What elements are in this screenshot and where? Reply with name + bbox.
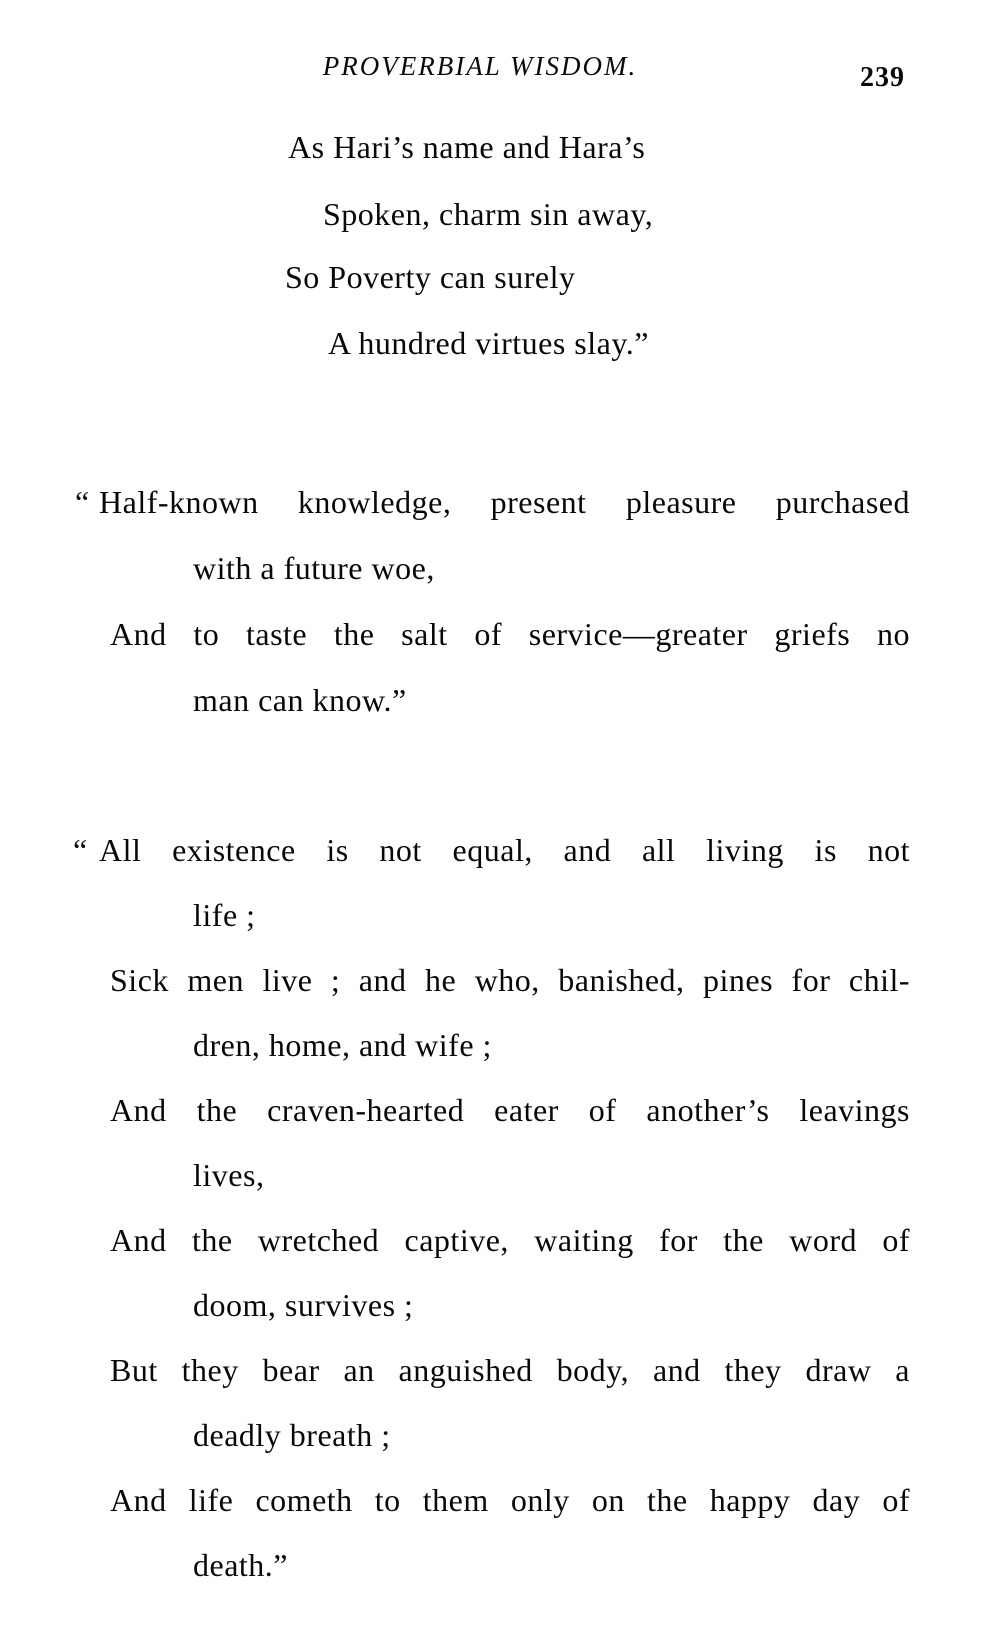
verse-line: A hundred virtues slay.” (328, 325, 649, 361)
verse-line: All existence is not equal, and all living is not (99, 832, 910, 868)
verse-line: death.” (193, 1547, 288, 1583)
verse-line: And the craven-hearted eater of another’s leavings (110, 1092, 910, 1128)
verse-line: Spoken, charm sin away, (323, 196, 654, 232)
verse-line: As Hari’s name and Hara’s (288, 129, 646, 165)
verse-line: doom, survives ; (193, 1287, 414, 1323)
verse-line: Sick men live ; and he who, banished, pines for chil- (110, 962, 910, 998)
verse-line: deadly breath ; (193, 1417, 391, 1453)
verse-line: And to taste the salt of service—greater griefs no (110, 616, 910, 652)
verse-line: dren, home, and wife ; (193, 1027, 492, 1063)
verse-line: with a future woe, (193, 550, 435, 586)
verse-line: man can know.” (193, 682, 407, 718)
page-number: 239 (860, 62, 905, 93)
verse-line: So Poverty can surely (285, 259, 576, 295)
open-quote-mark: “ (75, 484, 90, 520)
open-quote-mark: “ (73, 832, 88, 868)
running-header-title: PROVERBIAL WISDOM. (322, 51, 638, 81)
verse-line: lives, (193, 1157, 265, 1193)
verse-line: And life cometh to them only on the happy day of (110, 1482, 910, 1518)
verse-line: And the wretched captive, waiting for the word of (110, 1222, 910, 1258)
verse-line: But they bear an anguished body, and they draw a (110, 1352, 910, 1388)
verse-line: Half-known knowledge, present pleasure purchased (99, 484, 910, 520)
verse-line: life ; (193, 897, 256, 933)
